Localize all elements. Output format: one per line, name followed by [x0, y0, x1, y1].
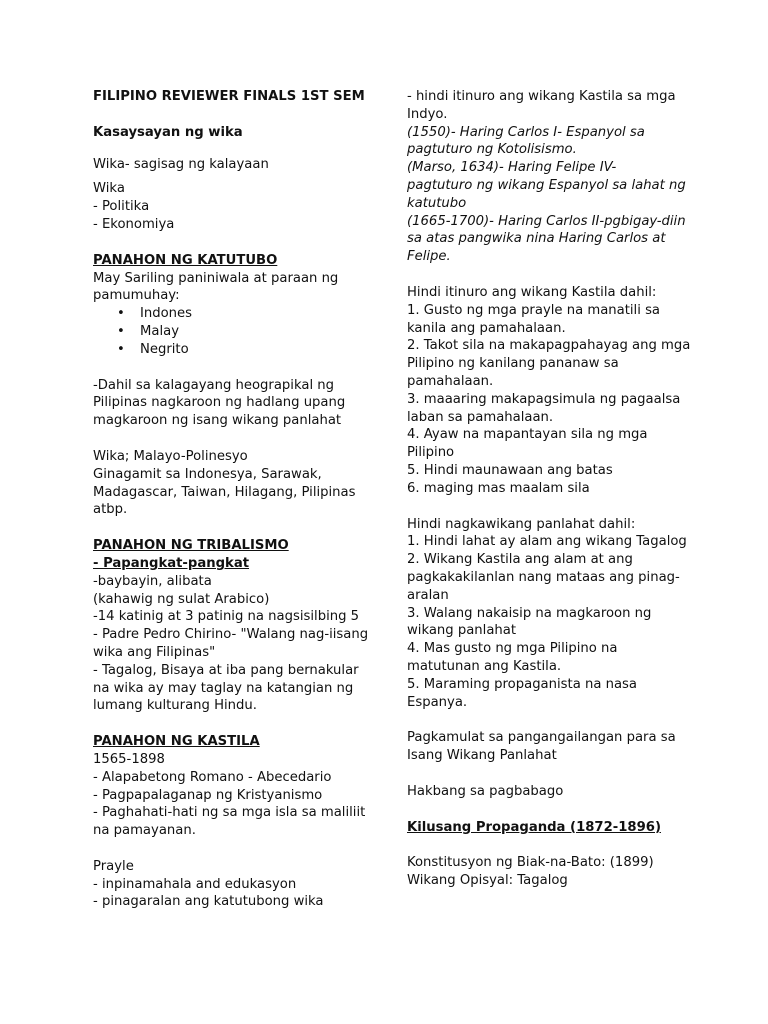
text-line: - hindi itinuro ang wikang Kastila sa mga — [407, 89, 676, 104]
text-line: Espanya. — [407, 694, 468, 710]
text-line: laban sa pamahalaan. — [407, 409, 554, 425]
text-line: Hindi nagkawikang panlahat dahil: — [407, 516, 636, 532]
bullet-item — [93, 341, 383, 359]
text-line: 2. Wikang Kastila ang alam at ang — [407, 552, 633, 568]
text-line: Madagascar, Taiwan, Hilagang, Pilipinas — [93, 484, 356, 500]
text-line: Ginagamit sa Indonesya, Sarawak, — [93, 466, 322, 482]
section-pagkamulat — [407, 729, 692, 765]
kilusan-heading: Kilusang Propaganda (1872-1896) — [407, 819, 661, 835]
italic-line: (1665-1700)- Haring Carlos II-pgbigay-diin — [407, 213, 686, 229]
text-line: Hindi itinuro ang wikang Kastila dahil: — [407, 284, 657, 300]
bullet-icon: • — [117, 323, 125, 339]
text-line: - inpinamahala and edukasyon — [93, 876, 297, 892]
text-line: lumang kulturang Hindu. — [93, 698, 257, 714]
text-line: 5. Maraming propaganista na nasa — [407, 676, 638, 692]
wika-list — [93, 180, 383, 233]
text-line: Prayle — [93, 858, 134, 874]
text-line: 5. Hindi maunawaan ang batas — [407, 462, 613, 478]
text-line: Wikang Opisyal: Tagalog — [407, 873, 568, 889]
italic-line: Felipe. — [407, 249, 451, 265]
bullet-text: Indones — [140, 306, 193, 322]
section-hindi-itinuro — [407, 284, 692, 498]
section-heading: PANAHON NG KATUTUBO — [93, 252, 278, 268]
wika-definition: Wika- sagisag ng kalayaan — [93, 156, 269, 172]
text-line: Pagkamulat sa pangangailangan para sa — [407, 730, 676, 746]
bullet-item — [93, 305, 383, 323]
text-line: - pinagaralan ang katutubong wika — [93, 894, 324, 910]
text-line: -baybayin, alibata — [93, 573, 212, 589]
section-heading: PANAHON NG KASTILA — [93, 734, 260, 750]
document-subtitle: Kasaysayan ng wika — [93, 124, 243, 140]
section-konstitusyon — [407, 854, 692, 890]
text-line: 3. Walang nakaisip na magkaroon ng — [407, 605, 652, 621]
italic-line: pagtuturo ng wikang Espanyol sa lahat ng — [407, 177, 686, 193]
text-line: 1. Hindi lahat ay alam ang wikang Tagalog — [407, 534, 687, 550]
section-hindi-nagkawikang — [407, 516, 692, 712]
text-line: - Tagalog, Bisaya at iba pang bernakular — [93, 662, 359, 678]
royal-decrees — [407, 124, 692, 266]
bullet-text: Malay — [140, 323, 180, 339]
text-line: wika ang Filipinas" — [93, 644, 216, 660]
text-line: -Dahil sa kalagayang heograpikal ng — [93, 377, 335, 393]
section-kastila — [93, 733, 383, 840]
text-line: 6. maging mas maalam sila — [407, 480, 590, 496]
section-heading: PANAHON NG TRIBALISMO — [93, 538, 289, 554]
text-line: na pamayanan. — [93, 823, 196, 839]
text-line: wikang panlahat — [407, 623, 517, 639]
text-line: atbp. — [93, 502, 128, 518]
italic-line: (1550)- Haring Carlos I- Espanyol sa — [407, 124, 645, 140]
text-line: - Pagpapalaganap ng Kristyanismo — [93, 787, 323, 803]
text-line: kanila ang pamahalaan. — [407, 320, 566, 336]
text-line: 3. maaaring makapagsimula ng pagaalsa — [407, 391, 681, 407]
text-line: 4. Mas gusto ng mga Pilipino na — [407, 641, 618, 657]
wika-list-line: - Politika — [93, 199, 150, 215]
text-line: matutunan ang Kastila. — [407, 658, 562, 674]
right-column — [407, 88, 692, 890]
text-line: - Padre Pedro Chirino- "Walang nag-iisang — [93, 627, 369, 643]
section-katutubo — [93, 252, 383, 519]
italic-line: sa atas pangwika nina Haring Carlos at — [407, 231, 666, 247]
hakbang-line: Hakbang sa pagbabago — [407, 783, 564, 799]
text-line: May Sariling paniniwala at paraan ng — [93, 270, 339, 286]
text-line: 2. Takot sila na makapagpahayag ang mga — [407, 338, 691, 354]
bullet-text: Negrito — [140, 341, 189, 357]
bullet-icon: • — [117, 341, 125, 357]
document-title: FILIPINO REVIEWER FINALS 1ST SEM — [93, 89, 365, 104]
text-line: na wika ay may taglay na katangian ng — [93, 680, 354, 696]
text-line: Wika; Malayo-Polinesyo — [93, 448, 248, 464]
text-line: pagkakakilanlan nang mataas ang pinag- — [407, 569, 680, 585]
text-line: - Paghahati-hati ng sa mga isla sa maliliit — [93, 805, 366, 821]
bullet-item — [93, 323, 383, 341]
left-column — [93, 88, 383, 911]
text-line: Isang Wikang Panlahat — [407, 748, 557, 764]
text-line: pamumuhay: — [93, 288, 180, 304]
text-line: pamahalaan. — [407, 373, 494, 389]
text-line: Pilipino ng kanilang pananaw sa — [407, 356, 619, 372]
text-line: 1565-1898 — [93, 751, 165, 767]
text-line: Konstitusyon ng Biak-na-Bato: (1899) — [407, 855, 654, 871]
italic-line: pagtuturo ng Kotolisismo. — [407, 142, 577, 158]
text-line: (kahawig ng sulat Arabico) — [93, 591, 270, 607]
text-line: Pilipinas nagkaroon ng hadlang upang — [93, 395, 346, 411]
text-line: aralan — [407, 587, 449, 603]
section-tribalismo — [93, 537, 383, 715]
italic-line: katutubo — [407, 195, 467, 211]
text-line: 1. Gusto ng mga prayle na manatili sa — [407, 302, 661, 318]
text-line: Pilipino — [407, 445, 455, 461]
section-prayle — [93, 858, 383, 911]
wika-list-line: Wika — [93, 181, 125, 197]
text-line: 4. Ayaw na mapantayan sila ng mga — [407, 427, 648, 443]
italic-line: (Marso, 1634)- Haring Felipe IV- — [407, 160, 617, 176]
text-line: -14 katinig at 3 patinig na nagsisilbing 5 — [93, 609, 360, 625]
section-subheading: - Papangkat-pangkat — [93, 555, 250, 571]
text-line: - Alapabetong Romano - Abecedario — [93, 769, 332, 785]
bullet-icon: • — [117, 306, 125, 322]
text-line: Indyo. — [407, 106, 448, 122]
text-line: magkaroon ng isang wikang panlahat — [93, 413, 342, 429]
wika-list-line: - Ekonomiya — [93, 216, 175, 232]
